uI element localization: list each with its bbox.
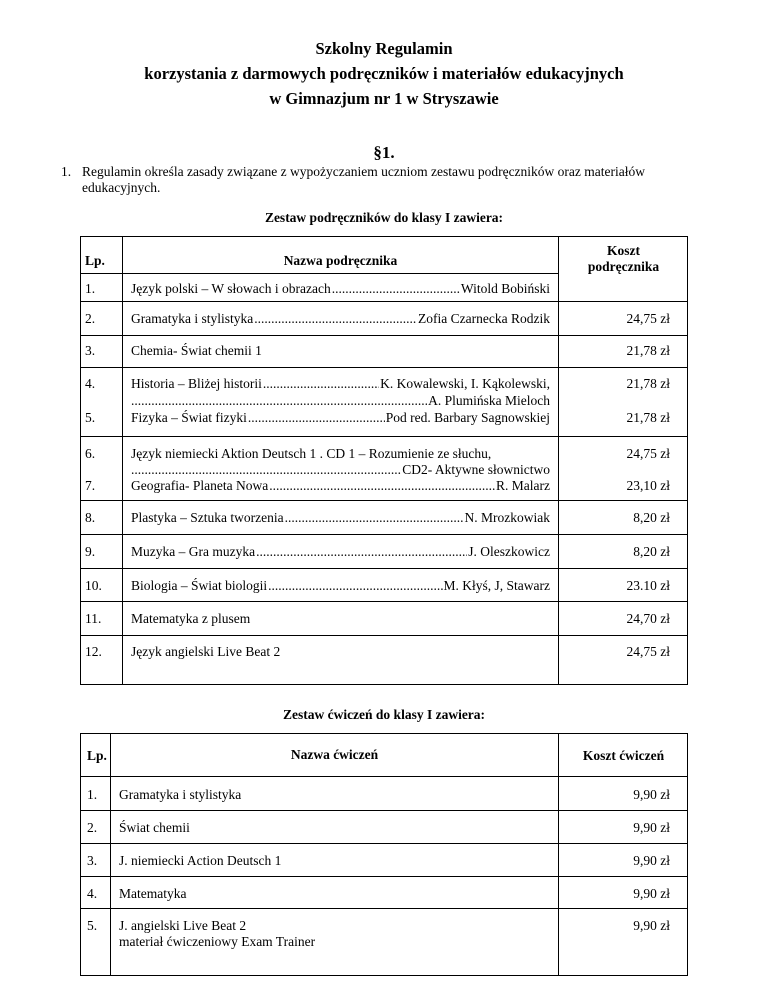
book-author: CD2- Aktywne słownictwo xyxy=(402,462,550,477)
table-row-cost: 9,90 zł xyxy=(633,787,670,802)
table-row-cost: 9,90 zł xyxy=(633,820,670,835)
table-row-cost: 24,75 zł xyxy=(626,644,670,659)
books-caption: Zestaw podręczników do klasy I zawiera: xyxy=(264,210,504,225)
dot-leader xyxy=(256,544,467,560)
table-divider xyxy=(81,534,688,535)
book-author-2: A. Plumińska Mieloch xyxy=(428,393,550,408)
exercise-name: J. niemiecki Action Deutsch 1 xyxy=(119,853,282,868)
dot-leader xyxy=(285,510,464,526)
table-row-lp: 3. xyxy=(87,853,98,868)
exercise-name: J. angielski Live Beat 2 xyxy=(119,918,247,933)
table-row-lp: 4. xyxy=(85,376,96,391)
document-title-line-2: korzystania z darmowych podręczników i materiałów edukacyjnych xyxy=(144,64,624,83)
table-divider xyxy=(81,776,688,777)
table-row-name xyxy=(131,281,550,297)
table-row-cost: 21,78 zł xyxy=(626,376,670,391)
table-row-cost: 23,10 zł xyxy=(626,478,670,493)
table-row-cost: 23.10 zł xyxy=(626,578,670,593)
book-author: Zofia Czarnecka Rodzik xyxy=(418,311,550,326)
exercise-name: Matematyka xyxy=(119,886,187,901)
book-author: R. Malarz xyxy=(496,478,550,493)
table-divider xyxy=(122,237,123,684)
book-author: N. Mrozkowiak xyxy=(464,510,550,525)
table-divider xyxy=(81,301,688,302)
book-title: Muzyka – Gra muzyka xyxy=(131,544,256,559)
exercises-caption: Zestaw ćwiczeń do klasy I zawiera: xyxy=(282,707,486,722)
table-row-lp: 2. xyxy=(85,311,96,326)
table-row-lp: 12. xyxy=(85,644,102,659)
table-divider xyxy=(81,367,688,368)
dot-leader xyxy=(268,578,442,594)
table-row-cost: 9,90 zł xyxy=(633,886,670,901)
book-title: Chemia- Świat chemii 1 xyxy=(131,343,262,358)
book-title: Plastyka – Sztuka tworzenia xyxy=(131,510,284,525)
document-title-line-1: Szkolny Regulamin xyxy=(315,39,453,58)
table-row-name xyxy=(131,578,550,594)
table-row-name-continued xyxy=(131,393,550,409)
col-header-cost: Koszt ćwiczeń xyxy=(582,748,665,763)
intro-text: Regulamin określa zasady związane z wypożyczaniem uczniom zestawu podręczników oraz materiałów edukacyjnych. xyxy=(82,164,646,195)
table-divider xyxy=(81,810,688,811)
table-row-cost: 21,78 zł xyxy=(626,343,670,358)
table-row-lp: 4. xyxy=(87,886,98,901)
book-author: Witold Bobiński xyxy=(460,281,550,296)
table-divider xyxy=(81,843,688,844)
dot-leader xyxy=(332,281,460,297)
dot-leader xyxy=(263,376,379,392)
intro-number: 1. xyxy=(61,164,72,179)
table-row-lp: 1. xyxy=(85,281,96,296)
table-row-lp: 10. xyxy=(85,578,102,593)
table-row-cost: 24,75 zł xyxy=(626,311,670,326)
exercise-name: Świat chemii xyxy=(119,820,190,835)
table-divider xyxy=(81,601,688,602)
book-title: Język angielski Live Beat 2 xyxy=(131,644,281,659)
col-header-lp: Lp. xyxy=(85,253,105,268)
book-author: J. Oleszkowicz xyxy=(468,544,550,559)
exercise-name-line-2: materiał ćwiczeniowy Exam Trainer xyxy=(119,934,316,949)
col-header-name: Nazwa podręcznika xyxy=(283,253,398,268)
table-divider xyxy=(81,876,688,877)
table-divider xyxy=(110,734,111,975)
table-divider xyxy=(81,568,688,569)
table-row-lp: 8. xyxy=(85,510,96,525)
table-row-name xyxy=(131,478,550,494)
book-title: Język polski – W słowach i obrazach xyxy=(131,281,331,296)
book-title: Matematyka z plusem xyxy=(131,611,251,626)
table-row-lp: 9. xyxy=(85,544,96,559)
book-title: Historia – Bliżej historii xyxy=(131,376,262,391)
section-heading: §1. xyxy=(373,143,395,162)
book-title: Biologia – Świat biologii xyxy=(131,578,268,593)
table-row-lp: 5. xyxy=(87,918,98,933)
table-row-cost: 8,20 zł xyxy=(633,510,670,525)
table-row-cost: 24,70 zł xyxy=(626,611,670,626)
book-title: Fizyka – Świat fizyki xyxy=(131,410,247,425)
table-divider xyxy=(81,273,558,274)
book-author: K. Kowalewski, I. Kąkolewski, xyxy=(380,376,550,391)
table-divider xyxy=(81,335,688,336)
table-row-name xyxy=(131,376,550,392)
table-row-lp: 2. xyxy=(87,820,98,835)
dot-leader xyxy=(131,393,427,409)
table-row-lp: 5. xyxy=(85,410,96,425)
table-row-name xyxy=(131,311,550,327)
table-row-lp: 11. xyxy=(85,611,102,626)
book-author: M. Kłyś, J, Stawarz xyxy=(443,578,550,593)
exercises-table xyxy=(80,733,688,976)
dot-leader xyxy=(248,410,385,426)
table-divider xyxy=(81,500,688,501)
table-row-cost: 24,75 zł xyxy=(626,446,670,461)
table-divider xyxy=(81,436,688,437)
book-author: Pod red. Barbary Sagnowskiej xyxy=(385,410,550,425)
table-row-cost: 9,90 zł xyxy=(633,853,670,868)
book-title: Język niemiecki Aktion Deutsch 1 . CD 1 – Rozumienie ze słuchu, xyxy=(131,446,492,461)
col-header-cost-line-1: Koszt xyxy=(607,243,640,258)
table-row-lp: 7. xyxy=(85,478,96,493)
table-row-name xyxy=(131,510,550,526)
table-divider xyxy=(81,908,688,909)
table-row-cost: 8,20 zł xyxy=(633,544,670,559)
table-row-name xyxy=(131,544,550,560)
col-header-cost-line-2: podręcznika xyxy=(587,259,660,274)
book-title: Gramatyka i stylistyka xyxy=(131,311,254,326)
table-row-name-continued xyxy=(131,462,550,478)
table-row-lp: 3. xyxy=(85,343,96,358)
table-divider xyxy=(81,635,688,636)
table-row-cost: 21,78 zł xyxy=(626,410,670,425)
dot-leader xyxy=(254,311,417,327)
col-header-name: Nazwa ćwiczeń xyxy=(290,747,379,762)
dot-leader xyxy=(131,462,401,478)
table-row-name xyxy=(131,410,550,426)
book-title: Geografia- Planeta Nowa xyxy=(131,478,269,493)
table-row-cost: 9,90 zł xyxy=(633,918,670,933)
document-title-line-3: w Gimnazjum nr 1 w Stryszawie xyxy=(269,89,499,108)
table-row-lp: 6. xyxy=(85,446,96,461)
dot-leader xyxy=(269,478,495,494)
col-header-lp: Lp. xyxy=(87,748,107,763)
books-table xyxy=(80,236,688,685)
exercise-name: Gramatyka i stylistyka xyxy=(119,787,242,802)
table-row-lp: 1. xyxy=(87,787,98,802)
